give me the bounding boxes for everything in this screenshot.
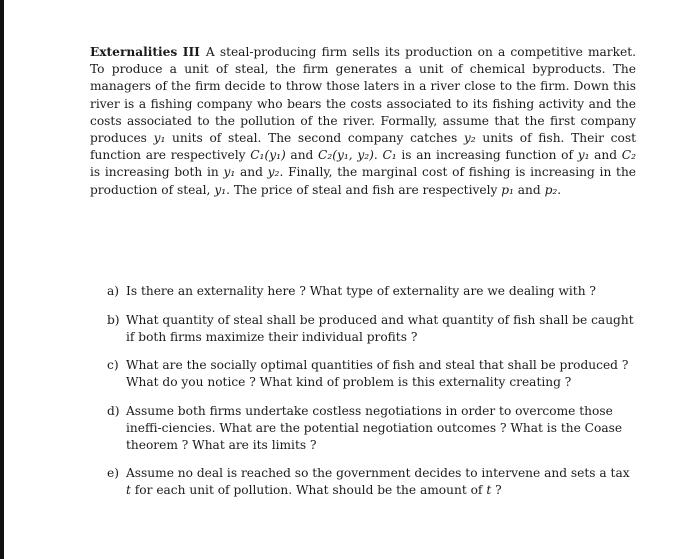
question-text-part: for each unit of pollution. What should be the amount of <box>130 482 487 497</box>
math-c1-short: C₁ <box>382 148 397 163</box>
statement-text: units of fish. Their cost function are respectively <box>90 131 636 163</box>
question-text: What are the socially optimal quantities of fish and steal that shall be produced ? What do you notice ? What kind of problem is this externality creating ? <box>126 358 629 389</box>
math-c2-short: C₂ <box>621 148 636 163</box>
statement-text: . <box>557 182 562 197</box>
math-c2: C₂(y₁, y₂) <box>318 148 374 163</box>
question-text <box>126 465 637 499</box>
statement-text: and <box>235 165 268 180</box>
question-c <box>107 357 637 391</box>
math-t: t <box>486 482 492 497</box>
math-y2: y₂ <box>267 165 280 180</box>
question-text: Assume both firms undertake costless negotiations in order to overcome those ineffi-ciencies. What are the potential negotiation outcomes ? What is the Coase theorem ? What are its limits ? <box>126 404 623 452</box>
math-t: t <box>126 482 131 497</box>
statement-text: units of steal. The second company catches <box>165 131 464 146</box>
question-a <box>107 283 637 300</box>
statement-text: A steal-producing firm sells its production on a competitive market. To produce a unit of steal, the firm generates a unit of chemical byproducts. The managers of the firm decide to throw those laters in a river close to the firm. Down this river is a fishing company who bears the costs associated to its fishing activity and the costs associated to the pollution of the river. Formally, assume that the first company produces <box>90 45 636 146</box>
question-b <box>107 312 637 346</box>
statement-text: and <box>589 148 622 163</box>
math-y2: y₂ <box>463 131 476 146</box>
question-label: c) <box>107 358 119 372</box>
statement-text: . The price of steal and fish are respectively <box>226 182 502 197</box>
question-label: b) <box>107 313 120 327</box>
statement-text: . Finally, the marginal cost of fishing is increasing in the production of steal, <box>90 165 637 197</box>
statement-text: is increasing both in <box>90 165 224 180</box>
question-label: e) <box>107 466 119 480</box>
left-border-bar <box>0 0 4 559</box>
question-d <box>107 403 637 453</box>
exercise-statement <box>90 44 636 199</box>
math-p1: p₁ <box>501 182 514 197</box>
statement-text: . <box>373 148 383 163</box>
question-text: What quantity of steal shall be produced and what quantity of fish shall be caught if both firms maximize their individual profits ? <box>126 313 634 344</box>
math-y1: y₁ <box>223 165 236 180</box>
question-text-part: ? <box>491 482 502 497</box>
statement-text: is an increasing function of <box>396 148 578 163</box>
question-text-part: Assume no deal is reached so the government decides to intervene and sets a tax <box>126 466 630 480</box>
question-text: Is there an externality here ? What type of externality are we dealing with ? <box>126 284 596 298</box>
statement-text: and <box>513 182 545 197</box>
math-y1: y₁ <box>577 148 590 163</box>
math-c1: C₁(y₁) <box>250 148 286 163</box>
question-label: a) <box>107 284 120 298</box>
math-y1: y₁ <box>153 131 166 146</box>
question-e <box>107 465 637 499</box>
math-p2: p₂ <box>544 182 558 197</box>
math-y1: y₁ <box>214 182 227 197</box>
statement-text: and <box>285 148 319 163</box>
exercise-title: Externalities III <box>90 45 200 59</box>
question-label: d) <box>107 404 120 418</box>
